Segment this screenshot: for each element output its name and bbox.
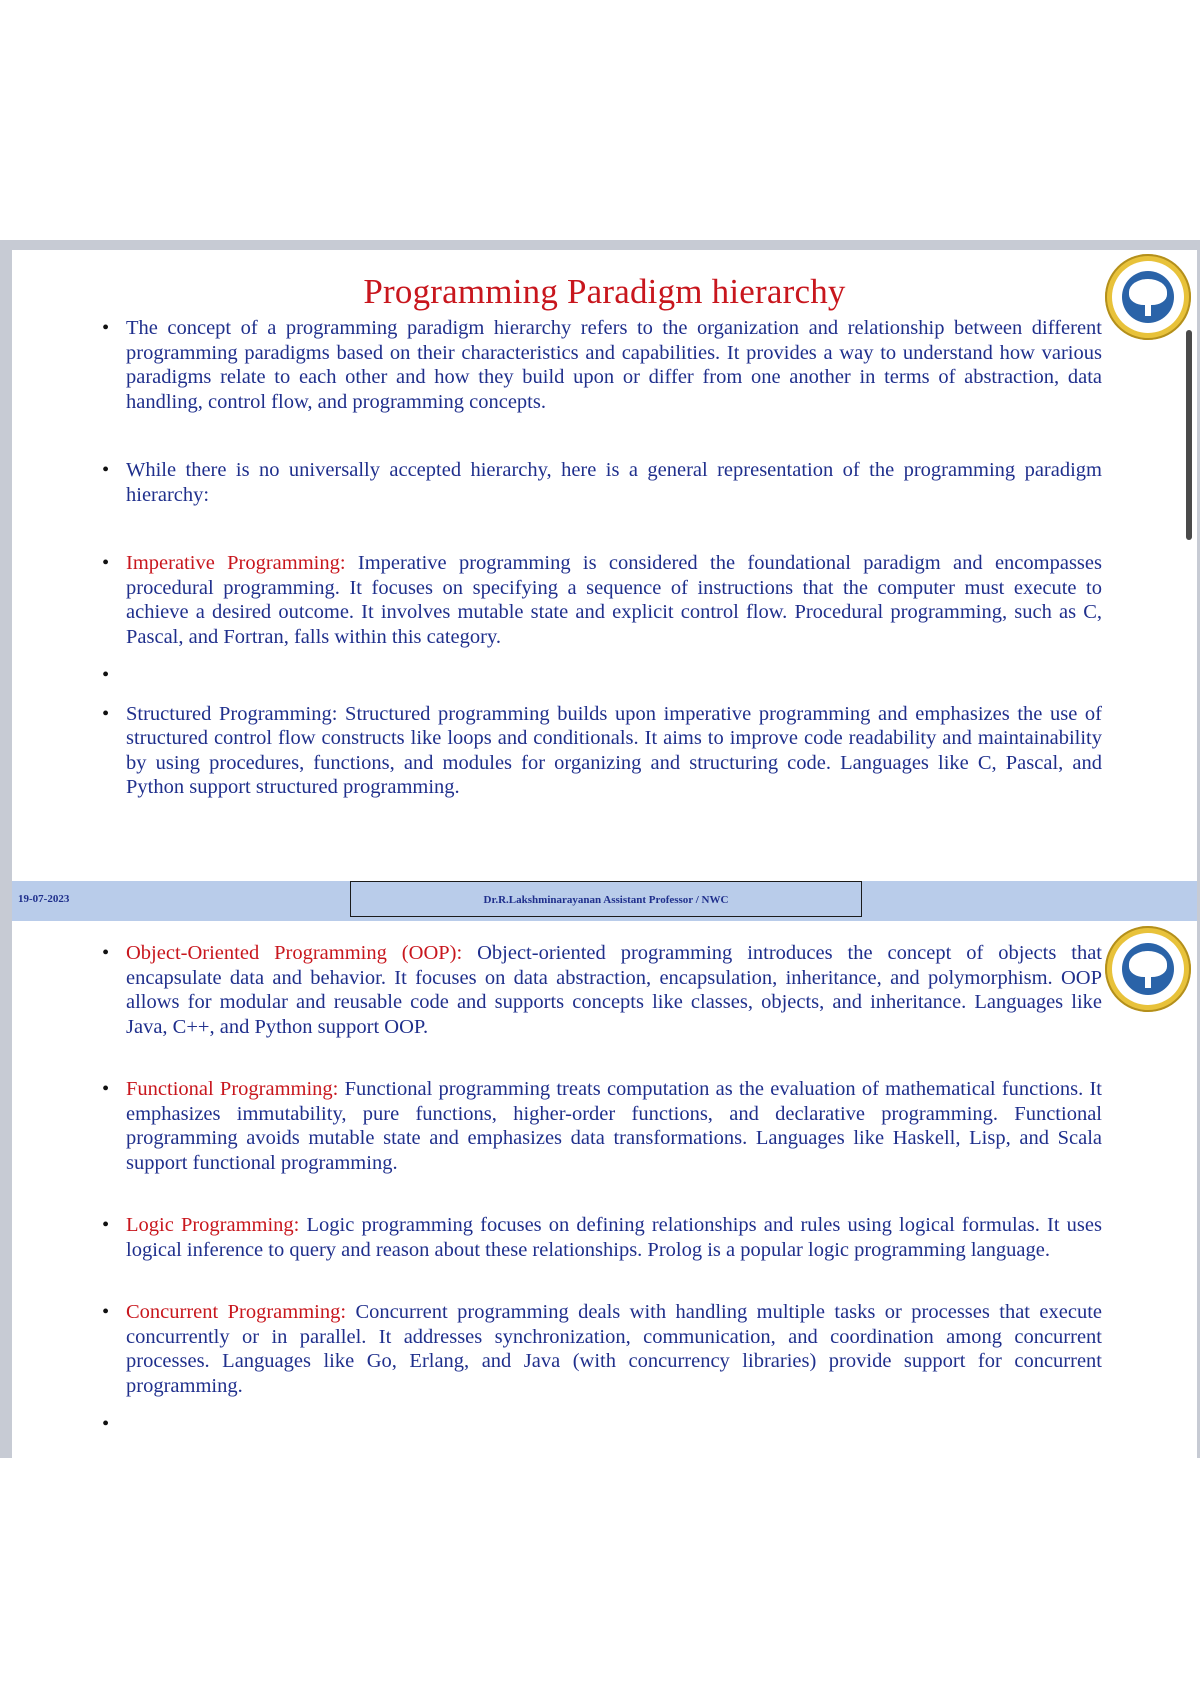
scrollbar-thumb[interactable] [1186,330,1192,540]
slide-1-bullet-list [102,316,1102,800]
bullet-paradigm-hierarchy-concept: • The concept of a programming paradigm hierarchy refers to the organization and relationship between different programming paradigms based on their characteristics and capabilities. It provides a way to understand how various paradigms relate to each other and how they build upon or differ from one another in terms of abstraction, data handling, control flow, and programming concepts. [102,316,1102,414]
slide-1 [12,250,1197,881]
bullet-functional-programming: • Functional Programming: Functional programming treats computation as the evaluation of mathematical functions. It emphasizes immutability, pure functions, higher-order functions, and declarative programming. Functional programming avoids mutable state and emphasizes data transformations. Languages like Haskell, Lisp, and Scala support functional programming. [102,1077,1102,1175]
slide-2-bullet-list [102,941,1102,1437]
term-imperative: Imperative Programming: [126,552,346,574]
footer-author: Dr.R.Lakshminarayanan Assistant Professor / NWC [350,881,862,917]
bullet-object-oriented-programming: • Object-Oriented Programming (OOP): Object-oriented programming introduces the concept of objects that encapsulate data and behavior. It focuses on data abstraction, encapsulation, inheritance, and polymorphism. OOP allows for modular and reusable code and supports concepts like classes, objects, and inheritance. Languages like Java, C++, and Python support OOP. [102,941,1102,1039]
bullet-empty [102,663,1102,688]
term-concurrent: Concurrent Programming: [126,1301,347,1323]
slide-2 [12,921,1197,1458]
term-logic: Logic Programming: [126,1214,300,1236]
footer-date: 19-07-2023 [18,893,70,905]
term-functional: Functional Programming: [126,1078,339,1100]
bullet-structured-programming: • Structured Programming: Structured programming builds upon imperative programming and emphasizes the use of structured control flow constructs like loops and conditionals. It aims to improve code readability and maintainability by using procedures, functions, and modules for organizing and structuring code. Languages like C, Pascal, and Python support structured programming. [102,702,1102,800]
bullet-general-representation: • While there is no universally accepted hierarchy, here is a general representation of the programming paradigm hierarchy: [102,458,1102,507]
bullet-empty [102,1412,1102,1437]
slide-footer [12,881,1197,921]
bullet-imperative-programming: • Imperative Programming: Imperative programming is considered the foundational paradigm and encompasses procedural programming. It focuses on specifying a sequence of instructions that the computer must execute to achieve a desired outcome. It involves mutable state and explicit control flow. Procedural programming, such as C, Pascal, and Fortran, falls within this category. [102,551,1102,649]
term-oop: Object-Oriented Programming (OOP): [126,942,463,964]
bullet-concurrent-programming: • Concurrent Programming: Concurrent programming deals with handling multiple tasks or processes that execute concurrently or in parallel. It addresses synchronization, communication, and coordination among concurrent processes. Languages like Go, Erlang, and Java (with concurrency libraries) provide support for concurrent programming. [102,1300,1102,1398]
college-seal-logo-icon [1105,926,1191,1012]
bullet-logic-programming: • Logic Programming: Logic programming focuses on defining relationships and rules using logical formulas. It uses logical inference to query and reason about these relationships. Prolog is a popular logic programming language. [102,1213,1102,1262]
college-seal-logo-icon [1105,254,1191,340]
slide-title: Programming Paradigm hierarchy [363,272,846,311]
